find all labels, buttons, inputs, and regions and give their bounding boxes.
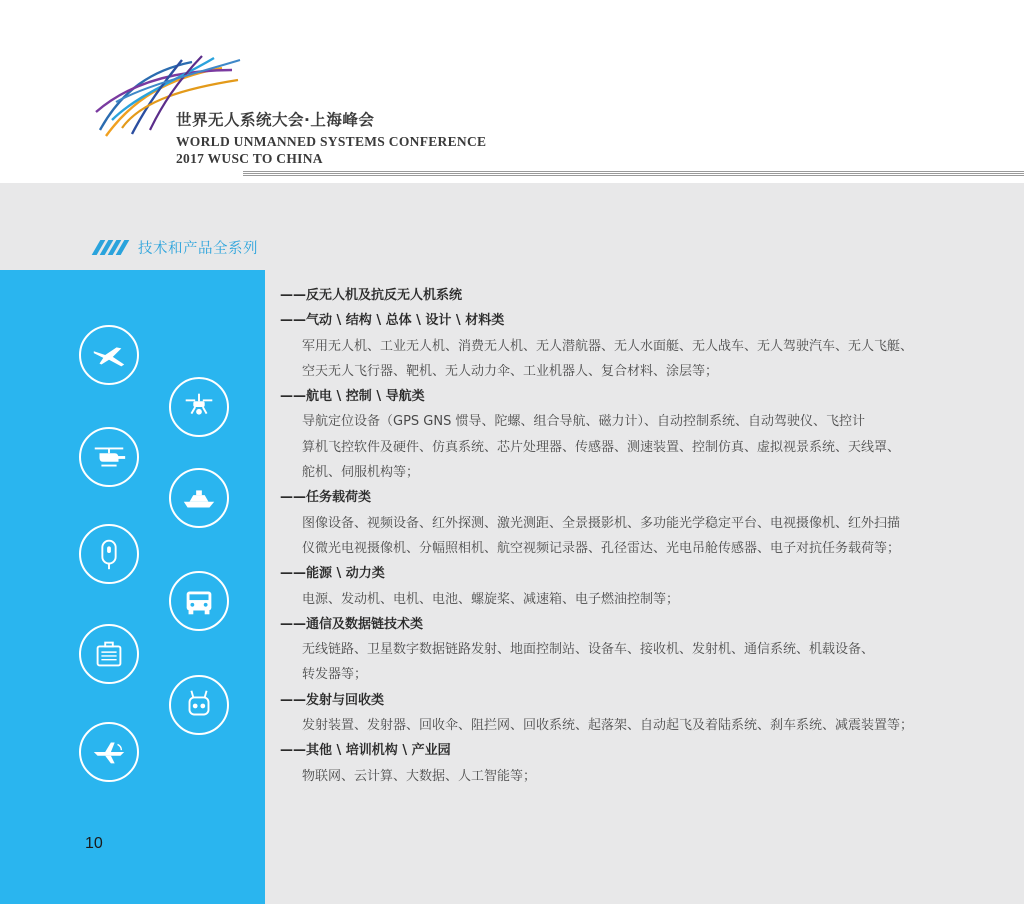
category-heading: ——反无人机及抗反无人机系统 <box>280 288 463 303</box>
section-title: 技术和产品全系列 <box>138 241 258 257</box>
quadcopter-icon <box>169 377 229 437</box>
page-header <box>0 0 1024 183</box>
category-heading: ——其他 \ 培训机构 \ 产业园 <box>280 743 451 759</box>
category-description: 舵机、伺服机构等； <box>302 465 420 481</box>
category-description: 物联网、云计算、大数据、人工智能等； <box>302 768 537 784</box>
section-heading <box>96 237 258 258</box>
category-description: 空天无人飞行器、靶机、无人动力伞、工业机器人、复合材料、涂层等； <box>302 363 719 379</box>
category-heading: ——能源 \ 动力类 <box>280 566 385 582</box>
helicopter-icon <box>79 427 139 487</box>
category-description: 无线链路、卫星数字数据链路发射、地面控制站、设备车、接收机、发射机、通信系统、机载设备、 <box>302 642 875 658</box>
category-description: 仪微光电视摄像机、分幅照相机、航空视频记录器、孔径雷达、光电吊舱传感器、电子对抗任务载荷等； <box>302 540 901 556</box>
category-heading: ——发射与回收类 <box>280 692 385 708</box>
category-description: 电源、发动机、电机、电池、螺旋桨、减速箱、电子燃油控制等； <box>302 591 680 607</box>
category-heading: ——航电 \ 控制 \ 导航类 <box>280 389 425 405</box>
category-description: 导航定位设备（GPS GNS 惯导、陀螺、组合导航、磁力计）、自动控制系统、自动驾驶仪、飞控计 <box>302 414 865 430</box>
category-description: 转发器等； <box>302 667 368 683</box>
category-description: 发射装置、发射器、回收伞、阻拦网、回收系统、起落架、自动起飞及着陆系统、刹车系统、减震装置等； <box>302 718 914 734</box>
uav-plane-icon <box>79 722 139 782</box>
case-icon <box>79 624 139 684</box>
controller-icon <box>169 675 229 735</box>
conference-title-en: WORLD UNMANNED SYSTEMS CONFERENCE <box>176 134 487 149</box>
category-heading: ——通信及数据链技术类 <box>280 616 424 632</box>
mouse-sensor-icon <box>79 524 139 584</box>
category-heading: ——气动 \ 结构 \ 总体 \ 设计 \ 材料类 <box>280 313 505 329</box>
conference-subtitle-en: 2017 WUSC TO CHINA <box>176 151 323 166</box>
category-description: 算机飞控软件及硬件、仿真系统、芯片处理器、传感器、测速装置、控制仿真、虚拟视景系统、天线罩、 <box>302 439 901 455</box>
vehicle-icon <box>169 571 229 631</box>
category-heading: ——任务载荷类 <box>280 490 372 506</box>
icon-panel <box>0 270 265 904</box>
conference-title-cn: 世界无人系统大会·上海峰会 <box>176 111 375 129</box>
drone-plane-icon <box>79 325 139 385</box>
header-divider <box>243 171 1024 176</box>
category-description: 军用无人机、工业无人机、消费无人机、无人潜航器、无人水面艇、无人战车、无人驾驶汽车、无人飞艇、 <box>302 338 914 354</box>
category-list <box>280 283 980 789</box>
yacht-icon <box>169 468 229 528</box>
stripes-icon <box>96 240 128 255</box>
category-description: 图像设备、视频设备、红外探测、激光测距、全景摄影机、多功能光学稳定平台、电视摄像机、红外扫描 <box>302 515 901 531</box>
page-number: 10 <box>85 835 103 852</box>
